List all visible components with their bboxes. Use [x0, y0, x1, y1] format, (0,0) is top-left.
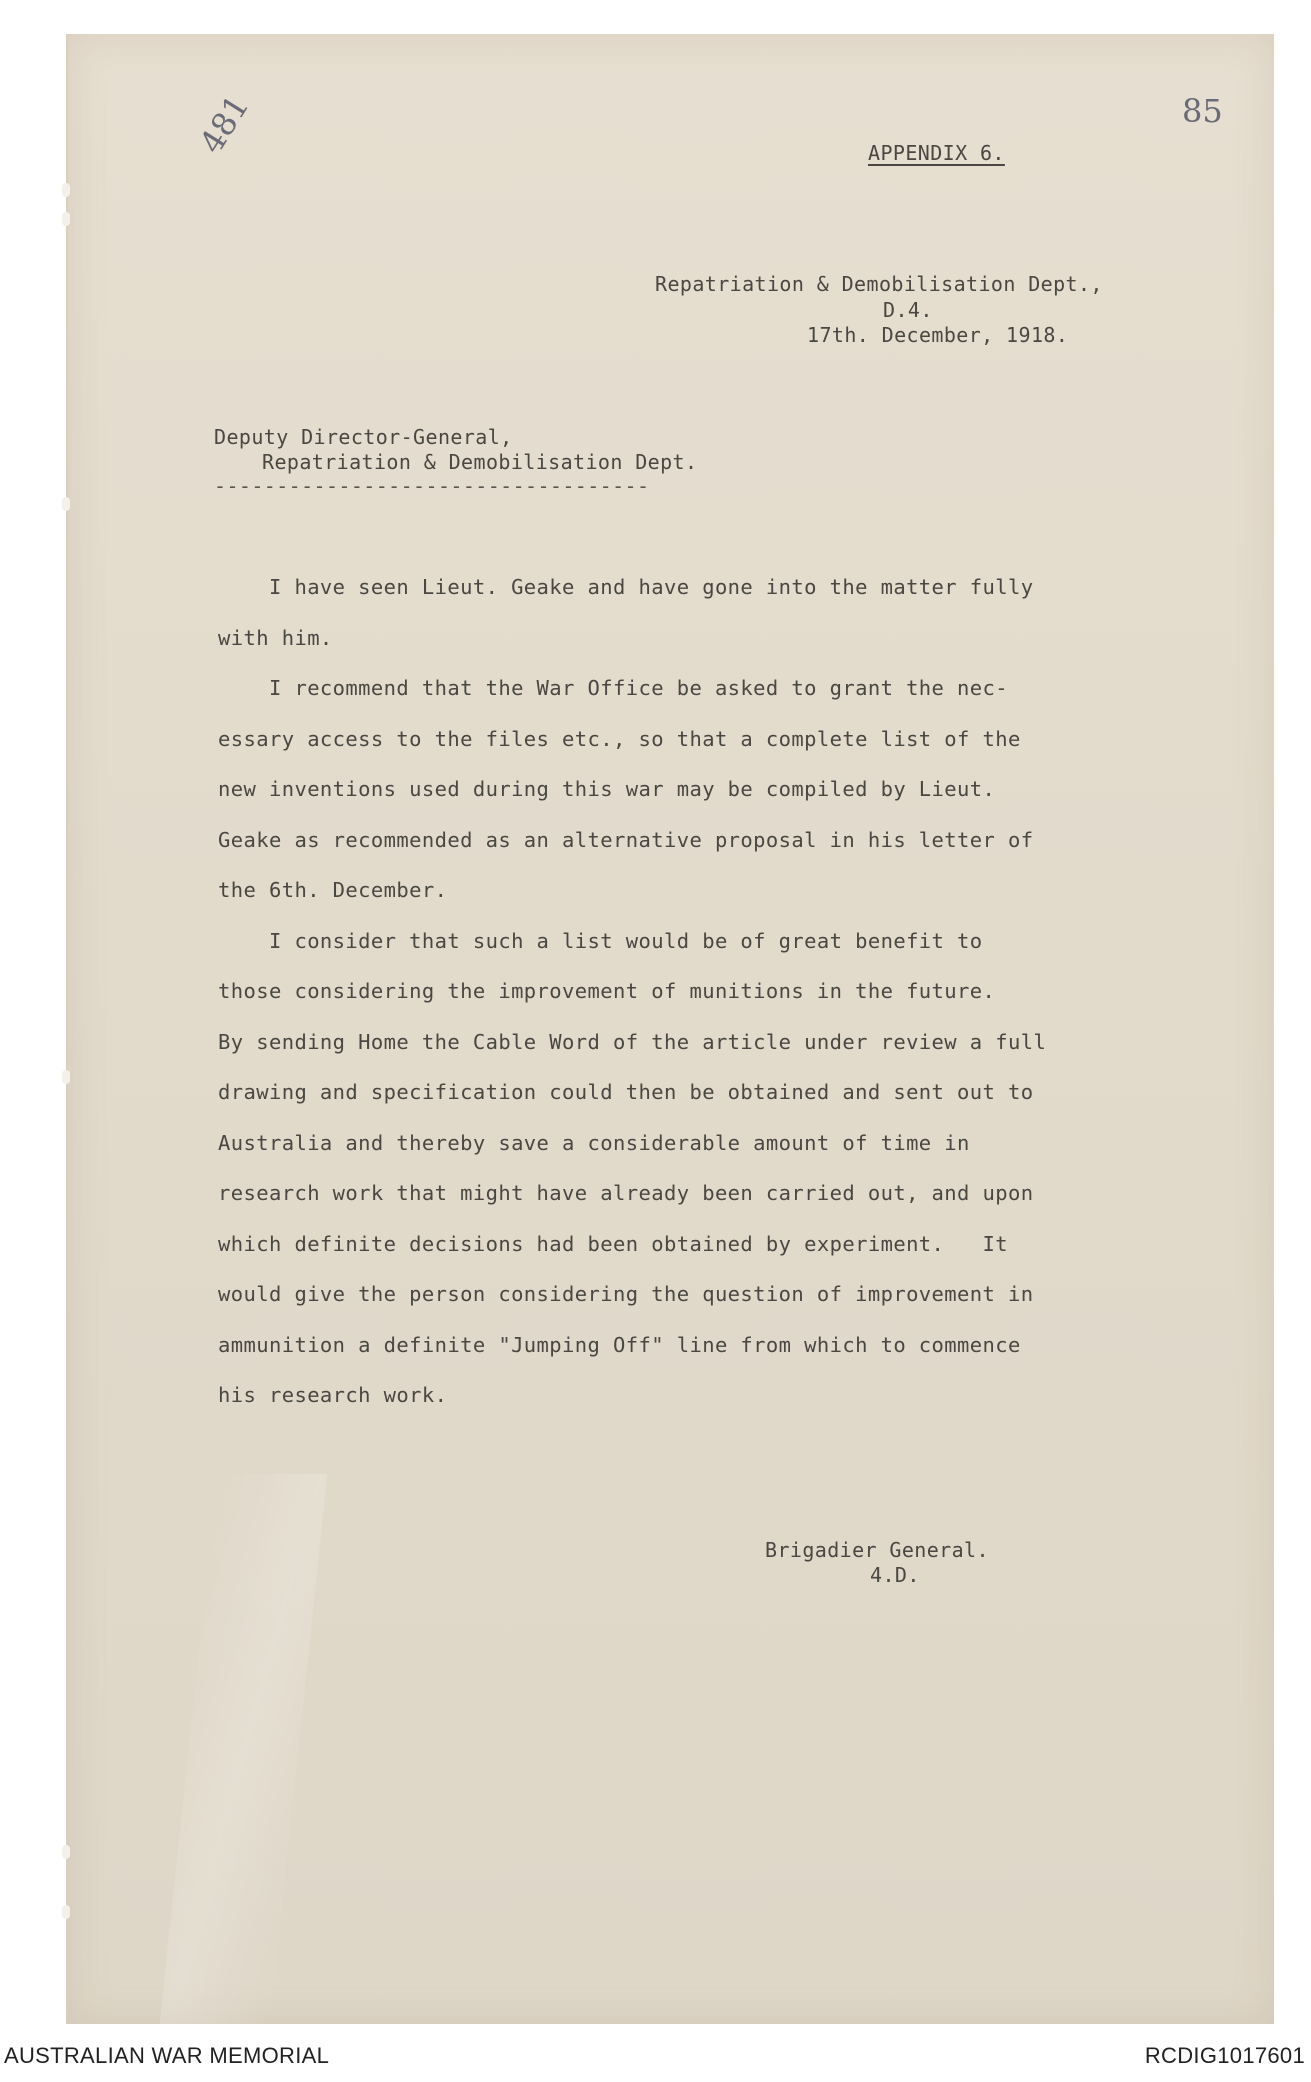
- body-line: his research work.: [218, 1383, 448, 1407]
- footer-institution: AUSTRALIAN WAR MEMORIAL: [4, 2043, 330, 2068]
- body-line: I consider that such a list would be of great benefit to: [218, 929, 983, 953]
- signature-rank: Brigadier General.: [765, 1538, 989, 1562]
- addressee-department: Repatriation & Demobilisation Dept.: [262, 450, 698, 474]
- footer-record-id: RCDIG1017601: [1144, 2043, 1305, 2068]
- folio-number: 481: [192, 88, 257, 161]
- body-line: Australia and thereby save a considerable amount of time in: [218, 1131, 970, 1155]
- body-line: Geake as recommended as an alternative proposal in his letter of: [218, 828, 1034, 852]
- body-line: drawing and specification could then be obtained and sent out to: [218, 1080, 1034, 1104]
- addressee-underline: -----------------------------------: [214, 474, 650, 498]
- document-page: [66, 34, 1274, 2024]
- body-line: essary access to the files etc., so that a complete list of the: [218, 727, 1021, 751]
- appendix-title: APPENDIX 6.: [868, 141, 1005, 165]
- body-line: research work that might have already been carried out, and upon: [218, 1181, 1034, 1205]
- body-line: new inventions used during this war may be compiled by Lieut.: [218, 777, 996, 801]
- body-line: ammunition a definite "Jumping Off" line from which to commence: [218, 1333, 1021, 1357]
- signature-branch: 4.D.: [870, 1563, 920, 1587]
- page-number: 85: [1182, 92, 1223, 130]
- body-line: those considering the improvement of munitions in the future.: [218, 979, 996, 1003]
- body-line: I have seen Lieut. Geake and have gone into the matter fully: [218, 575, 1034, 599]
- sender-branch: D.4.: [883, 298, 933, 322]
- letter-date: 17th. December, 1918.: [807, 323, 1069, 347]
- body-line: By sending Home the Cable Word of the article under review a full: [218, 1030, 1047, 1054]
- body-line: which definite decisions had been obtained by experiment. It: [218, 1232, 1009, 1256]
- body-line: with him.: [218, 626, 333, 650]
- sender-department: Repatriation & Demobilisation Dept.,: [655, 272, 1103, 296]
- body-line: would give the person considering the question of improvement in: [218, 1282, 1034, 1306]
- addressee-title: Deputy Director-General,: [214, 425, 513, 449]
- body-line: I recommend that the War Office be asked to grant the nec-: [218, 676, 1009, 700]
- body-line: the 6th. December.: [218, 878, 448, 902]
